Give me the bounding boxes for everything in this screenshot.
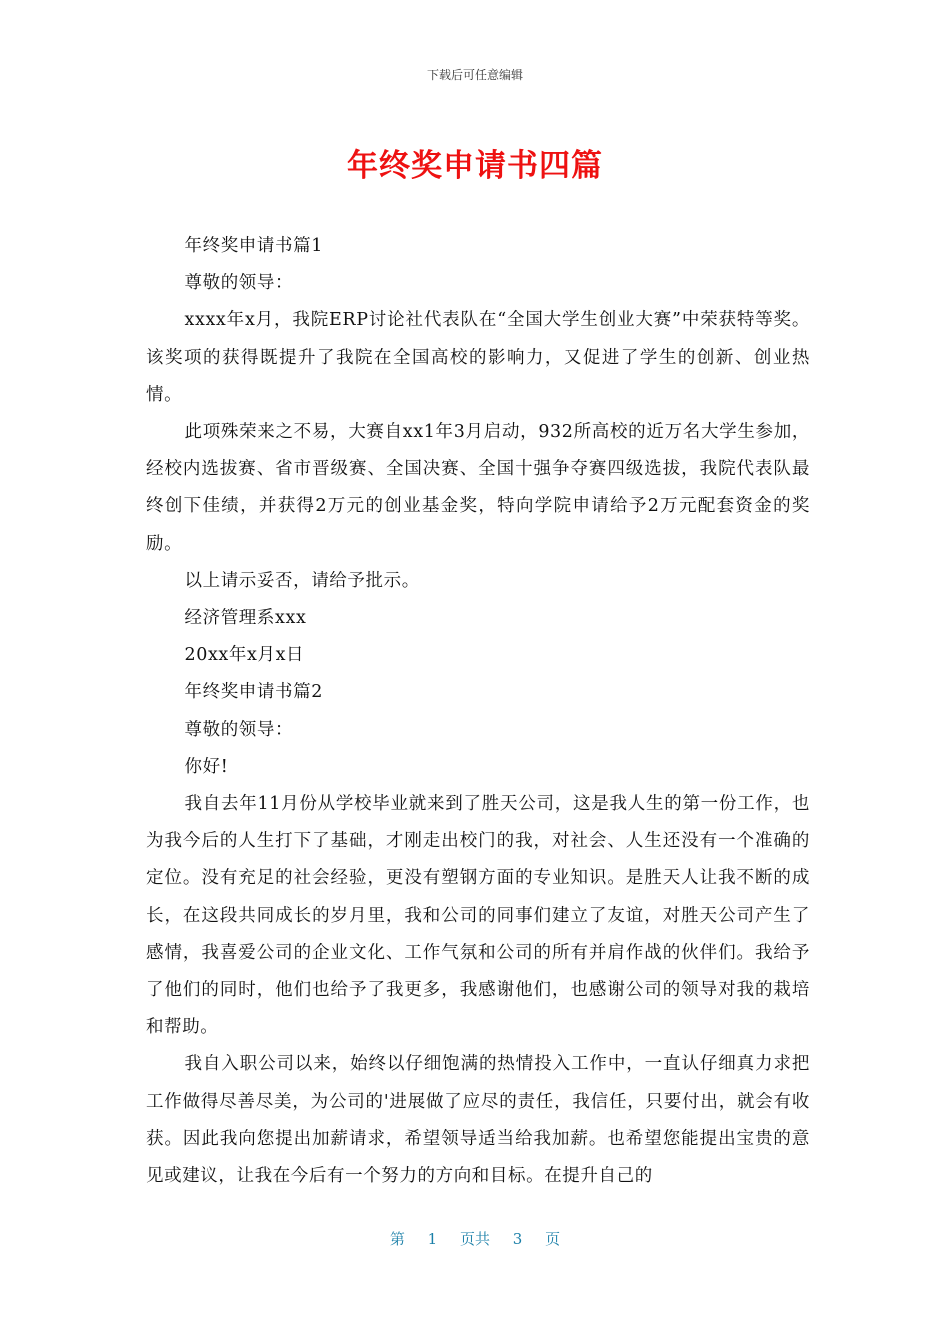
header-note: 下载后可任意编辑: [426, 68, 523, 82]
greeting: 你好!: [184, 756, 229, 777]
section-heading-2: 年终奖申请书篇2: [184, 682, 323, 703]
closing-line: 以上请示妥否，请给予批示。: [184, 570, 420, 591]
document-body: [146, 228, 810, 1195]
salutation: 尊敬的领导：: [184, 273, 294, 294]
body-paragraph: 我自入职公司以来，始终以仔细饱满的热情投入工作中，一直认仔细真力求把工作做得尽善尽美，为公司的'进展做了应尽的责任，我信任，只要付出，就会有收获。因此我向您提出加薪请求，希望领导适当给我加薪。也希望您能提出宝贵的意见或建议，让我在今后有一个努力的方向和目标。在提升自己的: [146, 1054, 810, 1187]
body-paragraph: xxxx年x月，我院ERP讨论社代表队在“全国大学生创业大赛”中荣获特等奖。该奖项的获得既提升了我院在全国高校的影响力，又促进了学生的创新、创业热情。: [146, 310, 810, 405]
section-heading-1: 年终奖申请书篇1: [184, 236, 323, 256]
salutation: 尊敬的领导：: [184, 719, 294, 740]
signature-dept: 经济管理系xxx: [184, 608, 307, 629]
body-paragraph: 此项殊荣来之不易，大赛自xx1年3月启动，932所高校的近万名大学生参加，经校内选拔赛、省市晋级赛、全国决赛、全国十强争夺赛四级选拔，我院代表队最终创下佳绩，并获得2万元的创业基金奖，特向学院申请给予2万元配套资金的奖励。: [146, 422, 810, 554]
body-paragraph: 我自去年11月份从学校毕业就来到了胜天公司，这是我人生的第一份工作，也为我今后的人生打下了基础，才刚走出校门的我，对社会、人生还没有一个准确的定位。没有充足的社会经验，更没有塑钢方面的专业知识。是胜天人让我不断的成长，在这段共同成长的岁月里，我和公司的同事们建立了友谊，对胜天公司产生了感情，我喜爱公司的企业文化、工作气氛和公司的所有并肩作战的伙伴们。我给予了他们的同时，他们也给予了我更多，我感谢他们，也感谢公司的领导对我的栽培和帮助。: [146, 794, 810, 1038]
page-footer: 第 1 页共 3 页: [389, 1230, 561, 1248]
document-title: 年终奖申请书四篇: [347, 148, 603, 184]
signature-date: 20xx年x月x日: [184, 645, 305, 666]
